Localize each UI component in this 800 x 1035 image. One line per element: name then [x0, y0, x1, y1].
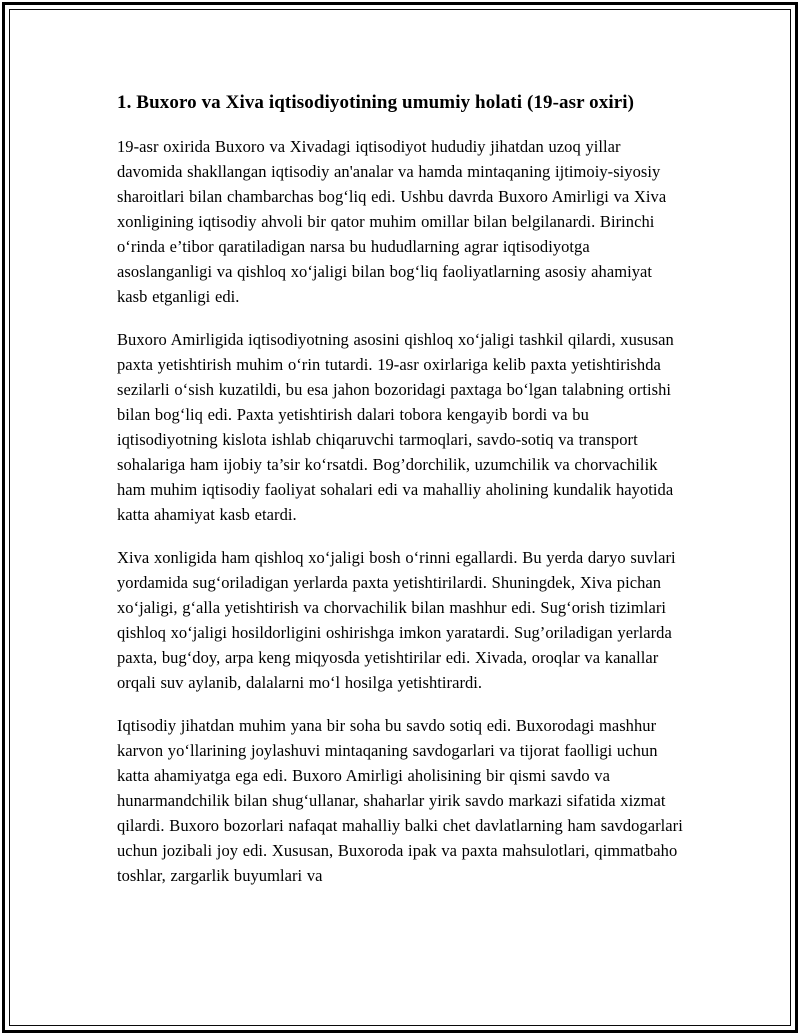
- body-paragraph: Iqtisodiy jihatdan muhim yana bir soha bu savdo sotiq edi. Buxorodagi mashhur karvon yo‘llarining joylashuvi mintaqaning savdogarlari va tijorat faolligi uchun katta ahamiyatga ega edi. Buxoro Amirligi aholisining bir qismi savdo va hunarmandchilik bilan shug‘ullanar, shaharlar yirik savdo markazi sifatida xizmat qilardi. Buxoro bozorlari nafaqat mahalliy balki chet davlatlarning ham savdogarlari uchun jozibali joy edi. Xususan, Buxoroda ipak va paxta mahsulotlari, qimmatbaho toshlar, zargarlik buyumlari va: [117, 716, 683, 885]
- body-paragraph: 19-asr oxirida Buxoro va Xivadagi iqtisodiyot hududiy jihatdan uzoq yillar davomida shakllangan iqtisodiy an'analar va hamda mintaqaning ijtimoiy-siyosiy sharoitlari bilan chambarchas bog‘liq edi. Ushbu davrda Buxoro Amirligi va Xiva xonligining iqtisodiy ahvoli bir qator muhim omillar bilan belgilanardi. Birinchi o‘rinda e’tibor qaratiladigan narsa bu hududlarning agrar iqtisodiyotga asoslanganligi va qishloq xo‘jaligi bilan bog‘liq faoliyatlarning asosiy ahamiyat kasb etganligi edi.: [117, 137, 667, 306]
- body-paragraph: Xiva xonligida ham qishloq xo‘jaligi bosh o‘rinni egallardi. Bu yerda daryo suvlari yordamida sug‘oriladigan yerlarda paxta yetishtirilardi. Shuningdek, Xiva pichan xo‘jaligi, g‘alla yetishtirish va chorvachilik bilan mashhur edi. Sug‘orish tizimlari qishloq xo‘jaligi hosildorligini oshirishga imkon yaratardi. Sug’oriladigan yerlarda paxta, bug‘doy, arpa keng miqyosda yetishtirilar edi. Xivada, oroqlar va kanallar orqali suv aylanib, dalalarni mo‘l hosilga yetishtirardi.: [117, 548, 676, 692]
- document-content: [117, 90, 687, 906]
- body-paragraph: Buxoro Amirligida iqtisodiyotning asosini qishloq xo‘jaligi tashkil qilardi, xususan paxta yetishtirish muhim o‘rin tutardi. 19-asr oxirlariga kelib paxta yetishtirishda sezilarli o‘sish kuzatildi, bu esa jahon bozoridagi paxtaga bo‘lgan talabning ortishi bilan bog‘liq edi. Paxta yetishtirish dalari tobora kengayib bordi va bu iqtisodiyotning kislota ishlab chiqaruvchi tarmoqlari, savdo-sotiq va transport sohalariga ham ijobiy ta’sir ko‘rsatdi. Bog’dorchilik, uzumchilik va chorvachilik ham muhim iqtisodiy faoliyat sohalari edi va mahalliy aholining kundalik hayotida katta ahamiyat kasb etardi.: [117, 330, 674, 524]
- document-title: 1. Buxoro va Xiva iqtisodiyotining umumiy holati (19-asr oxiri): [117, 92, 635, 113]
